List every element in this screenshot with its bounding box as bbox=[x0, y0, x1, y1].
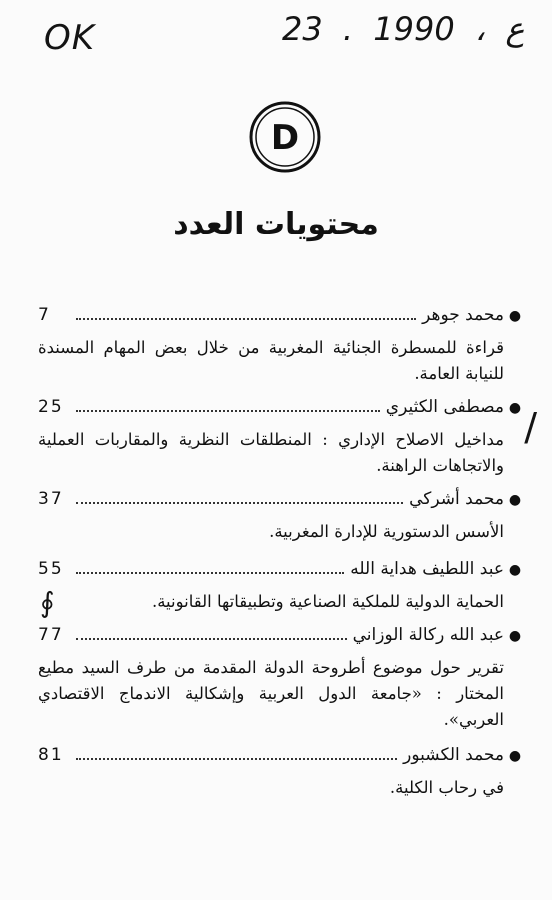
bullet-icon: ● bbox=[508, 562, 522, 578]
entry-page-number: 25 bbox=[38, 397, 64, 417]
handwritten-margin-tick: / bbox=[524, 405, 538, 449]
entry-author: محمد الكشبور bbox=[403, 745, 504, 765]
entry-page-number: 7 bbox=[38, 305, 51, 325]
entry-author: عبد الله ركالة الوزاني bbox=[352, 625, 504, 645]
toc-entry bbox=[38, 397, 526, 479]
journal-logo-icon bbox=[248, 100, 322, 174]
entry-article-title: الحماية الدولية للملكية الصناعية وتطبيقاتها القانونية. bbox=[151, 592, 504, 611]
entry-article-title: تقرير حول موضوع أطروحة الدولة المقدمة من طرف السيد مطيع المختار : «جامعة الدول العربية وإشكالية الاندماج الاقتصادي العربي». bbox=[38, 658, 504, 729]
bullet-icon: ● bbox=[508, 628, 522, 644]
toc-entry bbox=[38, 625, 526, 733]
toc-entry bbox=[38, 489, 526, 545]
entry-article-title: في رحاب الكلية. bbox=[389, 778, 504, 797]
page-title: محتويات العدد bbox=[173, 207, 379, 242]
dot-leader bbox=[76, 409, 380, 412]
dot-leader bbox=[76, 317, 416, 320]
entry-article-title: الأسس الدستورية للإدارة المغربية. bbox=[269, 522, 504, 541]
dot-leader bbox=[76, 757, 397, 760]
entry-author: محمد أشركي bbox=[409, 489, 504, 509]
dot-leader bbox=[76, 637, 347, 640]
logo-letter: D bbox=[270, 118, 300, 158]
bullet-icon: ● bbox=[508, 748, 522, 764]
entry-page-number: 81 bbox=[38, 745, 64, 765]
entry-author: محمد جوهر bbox=[422, 305, 504, 325]
table-of-contents bbox=[38, 305, 526, 801]
handwritten-margin-sign: ∮ bbox=[40, 586, 56, 619]
entry-page-number: 55 bbox=[38, 559, 64, 579]
bullet-icon: ● bbox=[508, 400, 522, 416]
entry-article-title: قراءة للمسطرة الجنائية المغربية من خلال بعض المهام المسندة للنيابة العامة. bbox=[38, 338, 504, 383]
toc-entry bbox=[38, 745, 526, 801]
entry-author: مصطفى الكثيري bbox=[385, 397, 504, 417]
dot-leader bbox=[76, 571, 344, 574]
entry-author: عبد اللطيف هداية الله bbox=[350, 559, 504, 579]
bullet-icon: ● bbox=[508, 492, 522, 508]
bullet-icon: ● bbox=[508, 308, 522, 324]
toc-entry bbox=[38, 559, 526, 615]
entry-page-number: 37 bbox=[38, 489, 64, 509]
entry-page-number: 77 bbox=[38, 625, 64, 645]
handwritten-date-mark: 23 . ع ، 1990 bbox=[282, 10, 525, 48]
entry-article-title: مداخيل الاصلاح الإداري : المنطلقات النظرية والمقاربات العملية والاتجاهات الراهنة. bbox=[38, 430, 504, 475]
toc-entry bbox=[38, 305, 526, 387]
handwritten-ok-mark: OK bbox=[44, 18, 96, 58]
dot-leader bbox=[76, 501, 403, 504]
